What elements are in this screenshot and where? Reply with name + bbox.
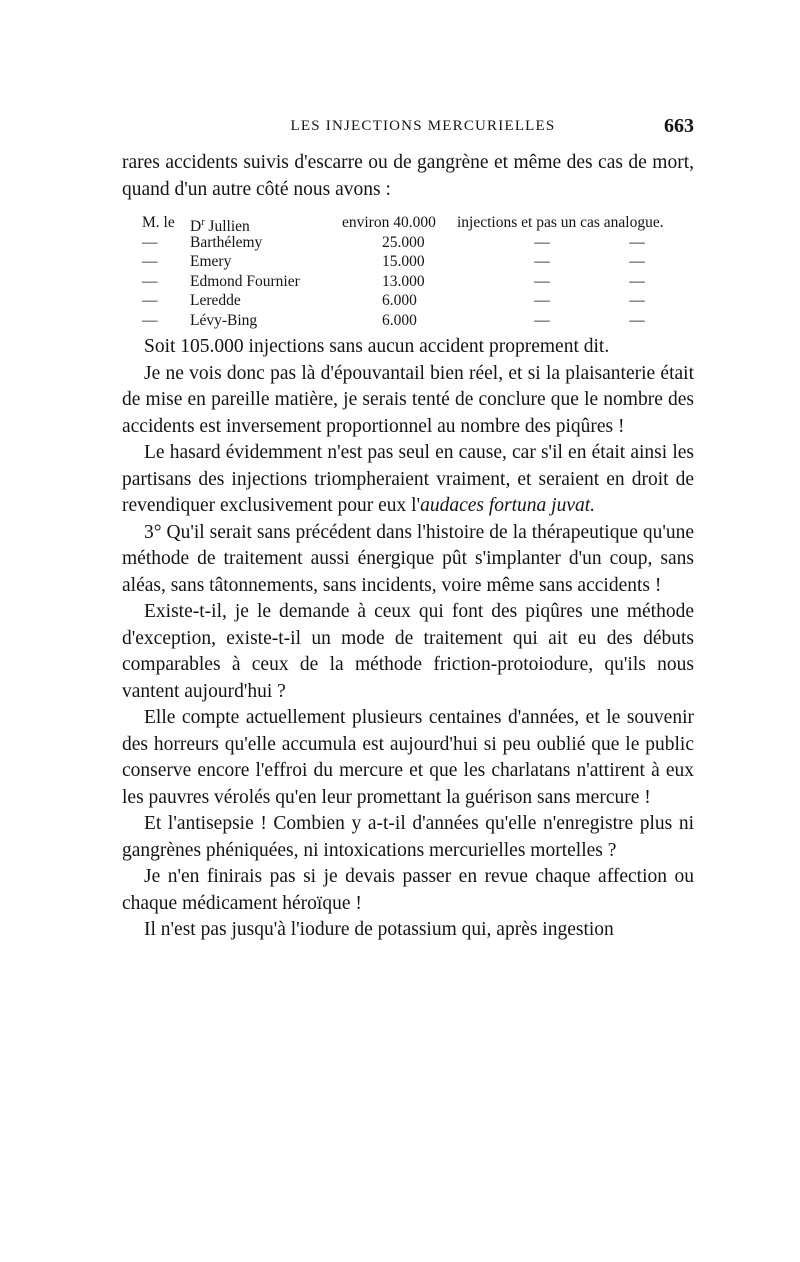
paragraph-hasard: Le hasard évidemment n'est pas seul en cause, car s'il en était ainsi les partisans des injections triompheraient vraiment, et seraient en droit de revendiquer exclusivement pour eux l'audaces fortuna juvat. [122,442,694,516]
table-doctor-name: Leredde [190,292,241,309]
latin-quote: audaces fortuna juvat. [420,495,596,516]
table-count: 25.000 [382,233,425,251]
page-number: 663 [664,115,694,137]
paragraph-antisepsie: Et l'antisepsie ! Combien y a-t-il d'années qu'elle n'enregistre plus ni gangrènes phéniquées, ni intoxications mercurielles mortelles ? [122,813,694,861]
table-count: 6.000 [382,311,417,329]
table-row: — Leredde 6.000 — — [142,292,645,309]
table-note: injections et pas un cas analogue. [457,214,664,231]
table-row: — Edmond Fournier 13.000 — — [142,272,645,290]
intro-paragraph: rares accidents suivis d'escarre ou de gangrène et même des cas de mort, quand d'un autre côté nous avons : [122,152,694,200]
paragraph-point-3: 3° Qu'il serait sans précédent dans l'histoire de la thérapeutique qu'une méthode de traitement aussi énergique pût s'implanter d'un coup, sans aléas, sans tâtonnements, sans incidents, voire même sans accidents ! [122,521,694,596]
table-count: environ 40.000 [342,214,436,231]
paragraph-total: Soit 105.000 injections sans aucun accident proprement dit. [144,336,610,357]
table-row: — Lévy-Bing 6.000 — — [142,311,645,329]
body-text [122,150,694,944]
table-title-prefix: M. le [142,214,175,231]
table-doctor-name: $D^r$ Jullien [190,217,250,235]
injection-table [142,213,694,330]
paragraph-centaines: Elle compte actuellement plusieurs centaines d'années, et le souvenir des horreurs qu'elle accumula est aujourd'hui si peu oublié que le public conserve encore l'effroi du mercure et que les charlatans n'attirent à eux les pauvres vérolés qu'en leur promettant la guérison sans mercure ! [122,707,694,808]
running-title: LES INJECTIONS MERCURIELLES [290,118,556,134]
paragraph-epouvantail: Je ne vois donc pas là d'épouvantail bien réel, et si la plaisanterie était de mise en pareille matière, je serais tenté de conclure que le nombre des accidents est inversement proportionnel au nombre des piqûres ! [122,362,694,437]
paragraph-existe: Existe-t-il, je le demande à ceux qui font des piqûres une méthode d'exception, existe-t-il un mode de traitement qui ait eu des débuts comparables à ceux de la méthode friction-protoiodure, qu'ils nous vantent aujourd'hui ? [122,601,694,702]
paragraph-iodure: Il n'est pas jusqu'à l'iodure de potassium qui, après ingestion [144,919,614,940]
table-doctor-name: Barthélemy [190,233,263,251]
table-doctor-name: Edmond Fournier [190,272,300,290]
table-count: 6.000 [382,292,417,309]
table-doctor-name: Emery [190,253,232,270]
running-head [122,113,694,139]
paragraph-finirais: Je n'en finirais pas si je devais passer en revue chaque affection ou chaque médicament héroïque ! [122,866,694,914]
table-doctor-name: Lévy-Bing [190,311,258,329]
table-row: — Barthélemy 25.000 — — [142,233,645,251]
table-row: — Emery 15.000 — — [142,253,645,270]
table-count: 15.000 [382,253,425,270]
table-count: 13.000 [382,272,425,290]
table-row [142,213,694,233]
